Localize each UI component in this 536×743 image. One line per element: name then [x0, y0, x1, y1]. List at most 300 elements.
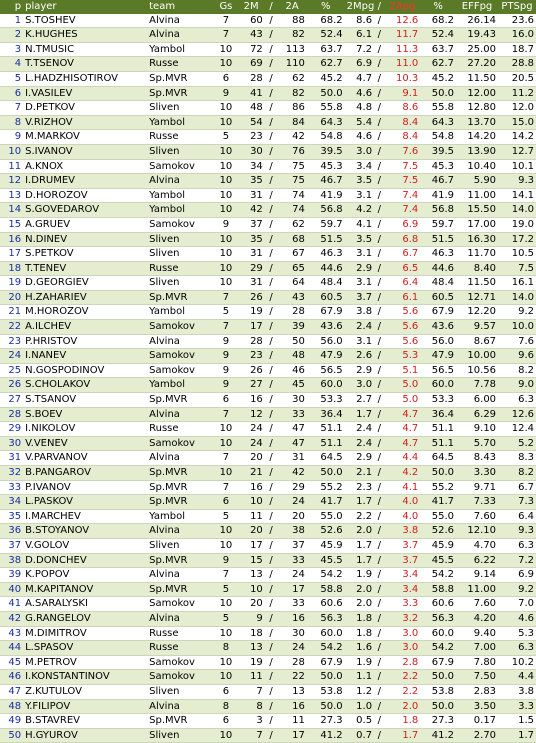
cell-games: 10 [214, 232, 237, 247]
cell-sep: / [374, 582, 385, 597]
cell-att-2pt-pg: 6.1 [385, 290, 421, 305]
cell-sep: / [265, 57, 278, 72]
cell-player-name[interactable]: Y.FILIPOV [23, 699, 147, 714]
cell-sep: / [374, 305, 385, 320]
cell-pts-pg: 1.7 [498, 728, 536, 743]
table-row [0, 393, 536, 408]
cell-player-name[interactable]: S.TSANOV [23, 393, 147, 408]
cell-player-name[interactable]: S.CHOLAKOV [23, 378, 147, 393]
cell-pct: 52.6 [420, 524, 456, 539]
cell-player-name[interactable]: H.ZAHARIEV [23, 290, 147, 305]
cell-rank: 42 [0, 611, 23, 626]
cell-player-name[interactable]: S.BOEV [23, 407, 147, 422]
cell-pct-2pt: 67.9 [307, 305, 345, 320]
cell-games: 10 [214, 247, 237, 262]
cell-games: 9 [214, 334, 237, 349]
cell-eff-pg: 16.30 [456, 232, 498, 247]
table-row [0, 203, 536, 218]
cell-att-2pt: 75 [277, 174, 306, 189]
cell-player-name[interactable]: I.VASILEV [23, 86, 147, 101]
cell-team: Sp.MVR [147, 290, 214, 305]
cell-team: Yambol [147, 115, 214, 130]
cell-att-2pt: 62 [277, 217, 306, 232]
cell-team: Sp.MVR [147, 480, 214, 495]
cell-player-name[interactable]: P.HRISTOV [23, 334, 147, 349]
cell-made-2pt-pg: 3.4 [345, 159, 374, 174]
cell-sep: / [265, 436, 278, 451]
cell-rank: 36 [0, 524, 23, 539]
cell-player-name[interactable]: V.PARVANOV [23, 451, 147, 466]
cell-made-2pt-pg: 4.6 [345, 130, 374, 145]
cell-games: 10 [214, 728, 237, 743]
cell-att-2pt: 24 [277, 641, 306, 656]
table-row [0, 714, 536, 729]
cell-att-2pt: 11 [277, 714, 306, 729]
cell-pts-pg: 9.0 [498, 378, 536, 393]
cell-pct-2pt: 51.5 [307, 232, 345, 247]
cell-sep: / [265, 378, 278, 393]
cell-sep: / [374, 597, 385, 612]
cell-pct-2pt: 44.6 [307, 261, 345, 276]
cell-pct-2pt: 41.2 [307, 728, 345, 743]
cell-games: 7 [214, 568, 237, 583]
cell-player-name[interactable]: L.PASKOV [23, 495, 147, 510]
cell-sep: / [374, 714, 385, 729]
cell-made-2pt: 28 [237, 334, 264, 349]
table-row [0, 538, 536, 553]
cell-eff-pg: 4.20 [456, 611, 498, 626]
cell-made-2pt: 16 [237, 480, 264, 495]
cell-sep: / [374, 247, 385, 262]
cell-sep: / [265, 14, 278, 28]
col-header-player[interactable]: player [23, 0, 147, 14]
table-row [0, 349, 536, 364]
cell-pct-2pt: 56.3 [307, 611, 345, 626]
cell-rank: 48 [0, 699, 23, 714]
cell-pct-2pt: 55.0 [307, 509, 345, 524]
cell-made-2pt-pg: 3.1 [345, 334, 374, 349]
cell-player-name[interactable]: N.TMUSIC [23, 42, 147, 57]
cell-sep: / [265, 144, 278, 159]
cell-player-name[interactable]: A.KNOX [23, 159, 147, 174]
cell-att-2pt-pg: 3.2 [385, 611, 421, 626]
cell-att-2pt: 24 [277, 495, 306, 510]
cell-made-2pt: 41 [237, 86, 264, 101]
table-row [0, 597, 536, 612]
cell-made-2pt-pg: 8.6 [345, 14, 374, 28]
cell-rank: 14 [0, 203, 23, 218]
table-row [0, 495, 536, 510]
cell-pct: 52.4 [420, 28, 456, 43]
cell-pct-2pt: 36.4 [307, 407, 345, 422]
cell-games: 10 [214, 144, 237, 159]
cell-pct: 55.2 [420, 480, 456, 495]
cell-made-2pt-pg: 2.4 [345, 320, 374, 335]
cell-made-2pt: 31 [237, 247, 264, 262]
cell-eff-pg: 2.70 [456, 728, 498, 743]
cell-team: Russe [147, 422, 214, 437]
cell-player-name[interactable]: S.TOSHEV [23, 14, 147, 28]
col-header-ptspg[interactable]: PTSpg [498, 0, 536, 14]
cell-pct-2pt: 60.0 [307, 626, 345, 641]
cell-pts-pg: 6.3 [498, 641, 536, 656]
cell-att-2pt: 42 [277, 130, 306, 145]
cell-eff-pg: 7.60 [456, 509, 498, 524]
cell-pct: 56.0 [420, 334, 456, 349]
cell-pct: 45.9 [420, 538, 456, 553]
cell-player-name[interactable]: I.DRUMEV [23, 174, 147, 189]
cell-eff-pg: 9.71 [456, 480, 498, 495]
table-row [0, 670, 536, 685]
cell-player-name[interactable]: M.MARKOV [23, 130, 147, 145]
cell-player-name[interactable]: N.GOSPODINOV [23, 363, 147, 378]
cell-games: 8 [214, 699, 237, 714]
cell-pct: 46.7 [420, 174, 456, 189]
cell-games: 8 [214, 641, 237, 656]
cell-player-name[interactable]: K.HUGHES [23, 28, 147, 43]
cell-player-name[interactable]: D.DONCHEV [23, 553, 147, 568]
cell-games: 10 [214, 174, 237, 189]
cell-made-2pt-pg: 3.1 [345, 188, 374, 203]
cell-rank: 34 [0, 495, 23, 510]
cell-pct: 45.2 [420, 71, 456, 86]
cell-pct-2pt: 27.3 [307, 714, 345, 729]
cell-made-2pt-pg: 2.9 [345, 363, 374, 378]
table-row [0, 334, 536, 349]
cell-made-2pt-pg: 0.5 [345, 714, 374, 729]
col-header-team[interactable]: team [147, 0, 214, 14]
cell-team: Alvina [147, 14, 214, 28]
cell-eff-pg: 11.00 [456, 188, 498, 203]
cell-team: Sp.MVR [147, 714, 214, 729]
cell-made-2pt-pg: 3.1 [345, 247, 374, 262]
cell-eff-pg: 7.78 [456, 378, 498, 393]
cell-att-2pt-pg: 4.2 [385, 466, 421, 481]
table-row [0, 159, 536, 174]
cell-made-2pt-pg: 1.0 [345, 699, 374, 714]
cell-pts-pg: 5.3 [498, 626, 536, 641]
cell-games: 7 [214, 451, 237, 466]
cell-rank: 18 [0, 261, 23, 276]
col-header-pct2[interactable]: % [420, 0, 456, 14]
cell-sep: / [374, 451, 385, 466]
cell-team: Samokov [147, 320, 214, 335]
cell-pct: 60.0 [420, 626, 456, 641]
cell-att-2pt-pg: 6.7 [385, 247, 421, 262]
cell-made-2pt: 42 [237, 203, 264, 218]
cell-eff-pg: 4.70 [456, 538, 498, 553]
cell-player-name[interactable]: Z.KUTULOV [23, 684, 147, 699]
cell-games: 10 [214, 626, 237, 641]
cell-team: Russe [147, 261, 214, 276]
cell-sep: / [265, 641, 278, 656]
cell-att-2pt: 76 [277, 144, 306, 159]
cell-pts-pg: 10.1 [498, 159, 536, 174]
cell-pct: 46.3 [420, 247, 456, 262]
cell-player-name[interactable]: T.TSENOV [23, 57, 147, 72]
cell-rank: 28 [0, 407, 23, 422]
cell-eff-pg: 25.00 [456, 42, 498, 57]
col-header-sep1: / [265, 0, 278, 14]
cell-player-name[interactable]: P.IVANOV [23, 480, 147, 495]
cell-rank: 50 [0, 728, 23, 743]
cell-games: 10 [214, 159, 237, 174]
cell-player-name[interactable]: D.GEORGIEV [23, 276, 147, 291]
cell-games: 9 [214, 553, 237, 568]
cell-player-name[interactable]: I.NIKOLOV [23, 422, 147, 437]
cell-sep: / [265, 203, 278, 218]
cell-pct: 48.4 [420, 276, 456, 291]
cell-made-2pt: 13 [237, 641, 264, 656]
cell-pts-pg: 7.2 [498, 553, 536, 568]
cell-made-2pt: 24 [237, 422, 264, 437]
col-header-rank[interactable]: p [0, 0, 23, 14]
cell-pts-pg: 7.6 [498, 334, 536, 349]
cell-att-2pt-pg: 8.6 [385, 101, 421, 116]
cell-made-2pt: 23 [237, 130, 264, 145]
cell-sep: / [374, 363, 385, 378]
cell-rank: 49 [0, 714, 23, 729]
cell-player-name[interactable]: A.SARALYSKI [23, 597, 147, 612]
cell-made-2pt: 48 [237, 101, 264, 116]
cell-made-2pt: 15 [237, 553, 264, 568]
cell-made-2pt-pg: 3.0 [345, 144, 374, 159]
cell-player-name[interactable]: K.POPOV [23, 568, 147, 583]
cell-pts-pg: 6.4 [498, 509, 536, 524]
cell-made-2pt-pg: 1.9 [345, 655, 374, 670]
cell-sep: / [265, 582, 278, 597]
cell-sep: / [374, 57, 385, 72]
cell-sep: / [374, 524, 385, 539]
cell-player-name[interactable]: L.SPASOV [23, 641, 147, 656]
cell-rank: 39 [0, 568, 23, 583]
cell-games: 9 [214, 378, 237, 393]
cell-made-2pt: 20 [237, 597, 264, 612]
col-header-2mpg[interactable]: 2Mpg [346, 1, 375, 12]
cell-team: Alvina [147, 611, 214, 626]
cell-made-2pt: 11 [237, 509, 264, 524]
cell-player-name[interactable]: L.HADZHISOTIROV [23, 71, 147, 86]
cell-rank: 6 [0, 86, 23, 101]
cell-att-2pt-pg: 5.6 [385, 334, 421, 349]
cell-player-name[interactable]: M.PETROV [23, 655, 147, 670]
cell-made-2pt: 43 [237, 28, 264, 43]
cell-player-name[interactable]: M.HOROZOV [23, 305, 147, 320]
cell-made-2pt-pg: 7.2 [345, 42, 374, 57]
cell-sep: / [265, 276, 278, 291]
cell-pct: 41.9 [420, 188, 456, 203]
cell-player-name[interactable]: M.DIMITROV [23, 626, 147, 641]
cell-team: Sliven [147, 247, 214, 262]
cell-team: Alvina [147, 568, 214, 583]
cell-pts-pg: 23.6 [498, 14, 536, 28]
col-header-games[interactable]: Gs [214, 0, 237, 14]
cell-made-2pt-pg: 1.1 [345, 670, 374, 685]
cell-eff-pg: 12.10 [456, 524, 498, 539]
cell-att-2pt: 84 [277, 115, 306, 130]
cell-sep: / [374, 290, 385, 305]
cell-pct: 60.5 [420, 290, 456, 305]
cell-player-name[interactable]: G.RANGELOV [23, 611, 147, 626]
cell-games: 10 [214, 524, 237, 539]
cell-pts-pg: 8.3 [498, 451, 536, 466]
cell-made-2pt-pg: 1.6 [345, 641, 374, 656]
table-row [0, 14, 536, 28]
cell-player-name[interactable]: I.NANEV [23, 349, 147, 364]
cell-att-2pt-pg: 3.7 [385, 553, 421, 568]
cell-sep: / [265, 232, 278, 247]
cell-player-name[interactable]: D.HOROZOV [23, 188, 147, 203]
cell-pct-2pt: 60.5 [307, 290, 345, 305]
cell-att-2pt-pg: 11.7 [385, 28, 421, 43]
cell-team: Samokov [147, 597, 214, 612]
cell-player-name[interactable]: B.STOYANOV [23, 524, 147, 539]
cell-made-2pt-pg: 1.2 [345, 684, 374, 699]
cell-player-name[interactable]: B.PANGAROV [23, 466, 147, 481]
cell-player-name[interactable]: I.KONSTANTINOV [23, 670, 147, 685]
cell-sep: / [265, 626, 278, 641]
cell-pct-2pt: 47.9 [307, 349, 345, 364]
cell-rank: 21 [0, 305, 23, 320]
cell-att-2pt: 31 [277, 451, 306, 466]
cell-sep: / [374, 86, 385, 101]
table-row [0, 290, 536, 305]
cell-pct-2pt: 45.3 [307, 159, 345, 174]
table-row [0, 320, 536, 335]
cell-made-2pt-pg: 2.1 [345, 466, 374, 481]
cell-pts-pg: 3.3 [498, 699, 536, 714]
cell-made-2pt: 24 [237, 436, 264, 451]
cell-team: Russe [147, 626, 214, 641]
cell-att-2pt-pg: 5.6 [385, 305, 421, 320]
cell-made-2pt: 19 [237, 655, 264, 670]
table-row [0, 451, 536, 466]
cell-rank: 1 [0, 14, 23, 28]
col-header-2m[interactable]: 2M [237, 0, 264, 14]
col-header-2apg[interactable]: 2Apg [385, 0, 421, 14]
cell-player-name[interactable]: S.IVANOV [23, 144, 147, 159]
cell-team: Sliven [147, 684, 214, 699]
cell-games: 10 [214, 670, 237, 685]
cell-eff-pg: 10.40 [456, 159, 498, 174]
cell-player-name[interactable]: B.STAVREV [23, 714, 147, 729]
cell-pct-2pt: 68.2 [307, 14, 345, 28]
cell-sep: / [265, 728, 278, 743]
cell-pct: 54.2 [420, 568, 456, 583]
cell-rank: 26 [0, 378, 23, 393]
cell-made-2pt-pg: 2.4 [345, 436, 374, 451]
cell-pct-2pt: 55.2 [307, 480, 345, 495]
cell-pct: 56.8 [420, 203, 456, 218]
cell-eff-pg: 11.50 [456, 276, 498, 291]
cell-pts-pg: 11.2 [498, 86, 536, 101]
cell-att-2pt-pg: 9.1 [385, 86, 421, 101]
cell-games: 10 [214, 101, 237, 116]
cell-sep: / [265, 101, 278, 116]
cell-att-2pt: 30 [277, 626, 306, 641]
cell-player-name[interactable]: D.PETKOV [23, 101, 147, 116]
cell-player-name[interactable]: S.PETKOV [23, 247, 147, 262]
cell-sep: / [265, 115, 278, 130]
cell-team: Samokov [147, 363, 214, 378]
cell-sep: / [265, 71, 278, 86]
cell-att-2pt: 68 [277, 232, 306, 247]
cell-player-name[interactable]: I.MARCHEV [23, 509, 147, 524]
cell-rank: 19 [0, 276, 23, 291]
cell-player-name[interactable]: V.VENEV [23, 436, 147, 451]
cell-player-name[interactable]: A.ILCHEV [23, 320, 147, 335]
table-row [0, 524, 536, 539]
col-header-pct[interactable]: % [307, 0, 345, 14]
cell-att-2pt-pg: 3.0 [385, 626, 421, 641]
cell-player-name[interactable]: T.TENEV [23, 261, 147, 276]
cell-rank: 7 [0, 101, 23, 116]
cell-pts-pg: 9.2 [498, 582, 536, 597]
cell-att-2pt: 38 [277, 524, 306, 539]
cell-pts-pg: 9.3 [498, 524, 536, 539]
cell-sep: / [374, 422, 385, 437]
cell-rank: 12 [0, 174, 23, 189]
cell-player-name[interactable]: H.GYUROV [23, 728, 147, 743]
cell-player-name[interactable]: S.GOVEDAROV [23, 203, 147, 218]
cell-eff-pg: 26.14 [456, 14, 498, 28]
cell-sep: / [265, 42, 278, 57]
cell-player-name[interactable]: M.KAPITANOV [23, 582, 147, 597]
cell-pct-2pt: 41.7 [307, 495, 345, 510]
cell-pts-pg: 3.8 [498, 684, 536, 699]
cell-att-2pt-pg: 11.3 [385, 42, 421, 57]
cell-made-2pt-pg: 4.6 [345, 86, 374, 101]
col-header-2a[interactable]: 2A [277, 0, 306, 14]
cell-player-name[interactable]: N.DINEV [23, 232, 147, 247]
cell-pct-2pt: 45.2 [307, 71, 345, 86]
cell-rank: 9 [0, 130, 23, 145]
cell-made-2pt-pg: 1.9 [345, 568, 374, 583]
cell-made-2pt-pg: 1.7 [345, 553, 374, 568]
cell-eff-pg: 6.22 [456, 553, 498, 568]
cell-player-name[interactable]: V.RIZHOV [23, 115, 147, 130]
cell-pct-2pt: 51.1 [307, 436, 345, 451]
cell-sep: / [265, 407, 278, 422]
cell-rank: 41 [0, 597, 23, 612]
cell-eff-pg: 11.50 [456, 71, 498, 86]
cell-att-2pt: 47 [277, 422, 306, 437]
cell-sep: / [265, 597, 278, 612]
table-row [0, 101, 536, 116]
cell-made-2pt-pg: 5.4 [345, 115, 374, 130]
cell-att-2pt-pg: 3.3 [385, 597, 421, 612]
cell-pts-pg: 14.1 [498, 188, 536, 203]
cell-sep: / [265, 159, 278, 174]
cell-att-2pt-pg: 5.3 [385, 349, 421, 364]
cell-player-name[interactable]: A.GRUEV [23, 217, 147, 232]
cell-sep: / [374, 466, 385, 481]
cell-eff-pg: 2.83 [456, 684, 498, 699]
table-row [0, 684, 536, 699]
cell-att-2pt: 16 [277, 699, 306, 714]
cell-att-2pt: 37 [277, 538, 306, 553]
cell-made-2pt: 35 [237, 174, 264, 189]
cell-pct: 51.1 [420, 422, 456, 437]
cell-pct: 47.9 [420, 349, 456, 364]
cell-player-name[interactable]: V.GOLOV [23, 538, 147, 553]
cell-att-2pt-pg: 2.0 [385, 699, 421, 714]
cell-rank: 46 [0, 670, 23, 685]
cell-team: Yambol [147, 305, 214, 320]
cell-att-2pt: 13 [277, 684, 306, 699]
col-header-effpg[interactable]: EFFpg [456, 0, 498, 14]
table-row [0, 174, 536, 189]
